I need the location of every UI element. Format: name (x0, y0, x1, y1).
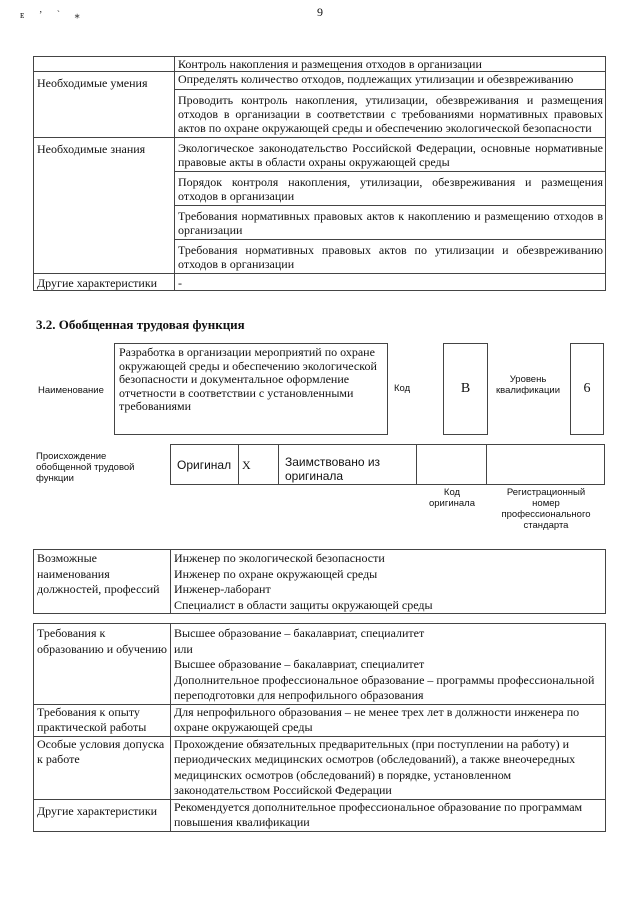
qualification-level-value: 6 (583, 381, 591, 396)
table-row (34, 138, 606, 172)
code-value: В (460, 381, 471, 396)
requirements-table (33, 623, 606, 832)
experience-value: Для непрофильного образования – не менее трех лет в должности инженера по охране окружающей среды (171, 704, 606, 736)
experience-label: Требования к опыту практической работы (34, 704, 171, 736)
knowledge-item: Требования нормативных правовых актов по утилизации и обезвреживанию отходов в организации (175, 240, 606, 274)
table-row (34, 799, 606, 831)
table-row (34, 704, 606, 736)
knowledge-item: Экологическое законодательство Российской Федерации, основные нормативные правовые акты в области охраны окружающей среды (175, 138, 606, 172)
education-label: Требования к образованию и обучению (34, 624, 171, 705)
other-characteristics-value: Рекомендуется дополнительное профессиональное образование по программам повышения квалификации (171, 799, 606, 831)
other-characteristics-value: - (175, 274, 606, 291)
list-item: или (174, 641, 193, 656)
scan-marks: ᴇ ʼ ˋ ⁎ (20, 10, 86, 21)
code-box (443, 343, 488, 435)
table-row (34, 274, 606, 291)
code-original-cell (417, 445, 487, 485)
table-row (171, 445, 605, 485)
borrowed-label: Заимствовано из оригинала (279, 445, 417, 485)
original-mark: X (239, 445, 279, 485)
job-titles-table (33, 549, 606, 614)
table-cell-empty (34, 57, 175, 72)
table-row (34, 550, 606, 614)
code-label: Код (394, 383, 411, 394)
table-row (34, 72, 606, 90)
table-row (34, 736, 606, 799)
section-title: 3.2. Обобщенная трудовая функция (36, 317, 245, 332)
list-item: Специалист в области защиты окружающей среды (174, 597, 433, 612)
function-name-value: Разработка в организации мероприятий по охране окружающей среды и обеспечению экологической безопасности и документальное оформление отчетности в соответствии с установленными требованиями (119, 345, 377, 413)
list-item: Инженер-лаборант (174, 582, 271, 596)
skill-item: Проводить контроль накопления, утилизации, обезвреживания и размещения отходов в организации в соответствии с требованиями нормативных правовых актов по охране окружающей среды и обеспечению экологической безопасности (175, 90, 606, 138)
admission-conditions-label: Особые условия допуска к работе (34, 736, 171, 799)
origin-label: Происхождение обобщенной трудовой функции (36, 451, 135, 484)
function-name-box (114, 343, 388, 435)
list-item: Высшее образование – бакалавриат, специалитет (174, 626, 425, 640)
qualification-level-label: Уровень квалификации (495, 374, 561, 396)
other-characteristics-label: Другие характеристики (34, 799, 171, 831)
skills-knowledge-table (33, 56, 606, 291)
knowledge-item: Порядок контроля накопления, утилизации, обезвреживания и размещения отходов в организации (175, 172, 606, 206)
list-item: Инженер по охране окружающей среды (174, 566, 378, 581)
qualification-level-box (570, 343, 604, 435)
table-row (34, 57, 606, 72)
reg-number-cell (487, 445, 605, 485)
other-characteristics-label: Другие характеристики (34, 274, 175, 291)
education-value (171, 624, 606, 705)
job-titles-list (171, 550, 606, 614)
origin-table (170, 444, 605, 485)
reg-number-label: Регистрационный номер профессионального стандарта (501, 487, 591, 531)
code-original-label: Код оригинала (428, 487, 475, 509)
knowledge-label: Необходимые знания (34, 138, 175, 274)
job-titles-label: Возможные наименования должностей, профессий (34, 550, 171, 614)
name-label: Наименование (38, 385, 104, 396)
knowledge-item: Требования нормативных правовых актов к накоплению и размещению отходов в организации (175, 206, 606, 240)
table-cell: Контроль накопления и размещения отходов в организации (175, 57, 606, 72)
admission-conditions-value: Прохождение обязательных предварительных (при поступлении на работу) и периодических медицинских осмотров (обследований), а также внеочередных медицинских осмотров (обследований) в порядке, установленном законодательством Российской Федерации (171, 736, 606, 799)
original-label: Оригинал (171, 445, 239, 485)
table-row (34, 624, 606, 705)
list-item: Инженер по экологической безопасности (174, 551, 385, 565)
skill-item: Определять количество отходов, подлежащих утилизации и обезвреживанию (175, 72, 606, 90)
page-number: 9 (317, 5, 323, 19)
skills-label: Необходимые умения (34, 72, 175, 138)
list-item: Высшее образование – бакалавриат, специалитет (174, 657, 425, 671)
list-item: Дополнительное профессиональное образование – программы профессиональной переподготовки для непрофильного образования (174, 672, 595, 702)
